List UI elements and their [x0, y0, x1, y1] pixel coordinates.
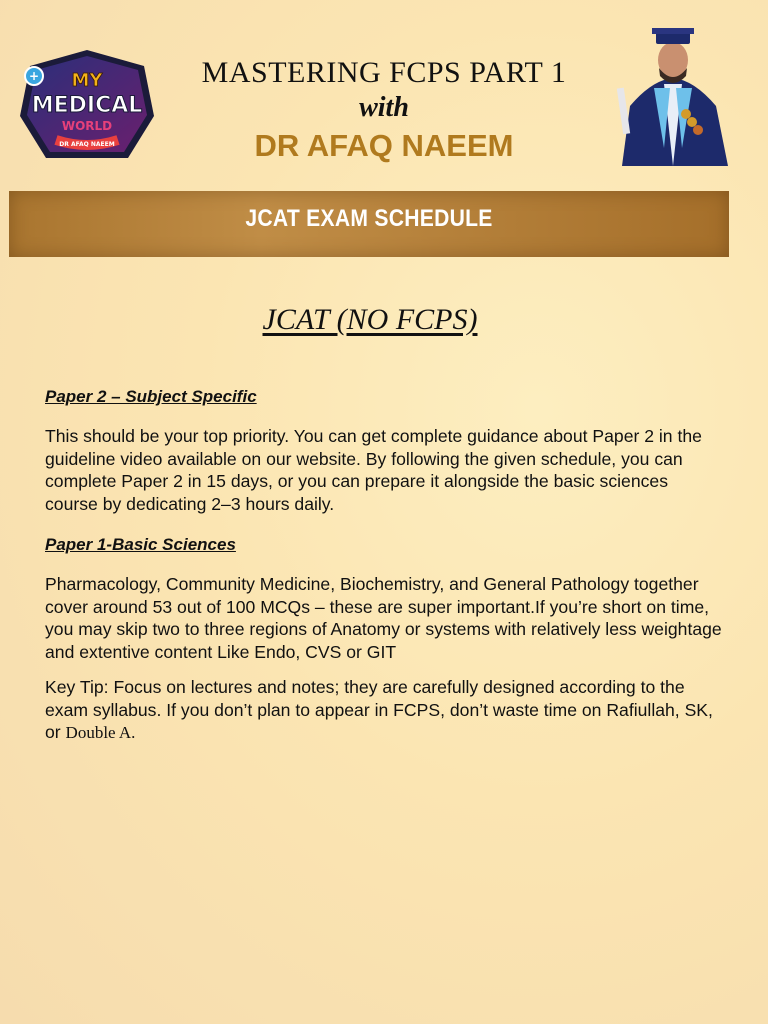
logo-text-medical: MEDICAL — [31, 93, 143, 118]
key-tip-text: Key Tip: Focus on lectures and notes; they are carefully designed according to the exam syllabus. If you don’t plan to appear in FCPS, don’t waste time on Rafiullah, SK, or — [45, 677, 713, 742]
logo-text-world: WORLD — [61, 119, 113, 133]
paper2-paragraph: This should be your top priority. You can get complete guidance about Paper 2 in the guideline video available on our website. By following the given schedule, you can complete Paper 2 in 15 days, or you can prepare it alongside the basic sciences course by dedicating 2–3 hours daily. — [45, 426, 702, 514]
paper1-heading: Paper 1-Basic Sciences — [45, 535, 236, 554]
paper1-paragraph: Pharmacology, Community Medicine, Biochemistry, and General Pathology together cover around 53 out of 100 MCQs – these are super important.If you’re short on time, you may skip two to three regions of Anatomy or systems with relatively less weightage and extentive content Like Endo, CVS or GIT — [45, 574, 722, 662]
author-photo — [612, 18, 734, 166]
paper2-heading: Paper 2 – Subject Specific — [45, 387, 257, 406]
logo-text-my: MY — [71, 70, 103, 91]
key-tip-paragraph — [45, 676, 725, 745]
logo-text-doctor: DR AFAQ NAEEM — [59, 141, 115, 148]
banner-title: JCAT EXAM SCHEDULE — [245, 205, 493, 232]
document-body — [45, 386, 725, 757]
header-author-name: DR AFAQ NAEEM — [254, 128, 514, 163]
header-with: with — [359, 92, 409, 123]
schedule-banner — [9, 191, 729, 257]
key-tip-tail: Double A. — [65, 723, 136, 742]
section-title: JCAT (NO FCPS) — [262, 303, 478, 336]
svg-text:+: + — [28, 69, 40, 83]
header-title: MASTERING FCPS PART 1 — [201, 56, 567, 89]
